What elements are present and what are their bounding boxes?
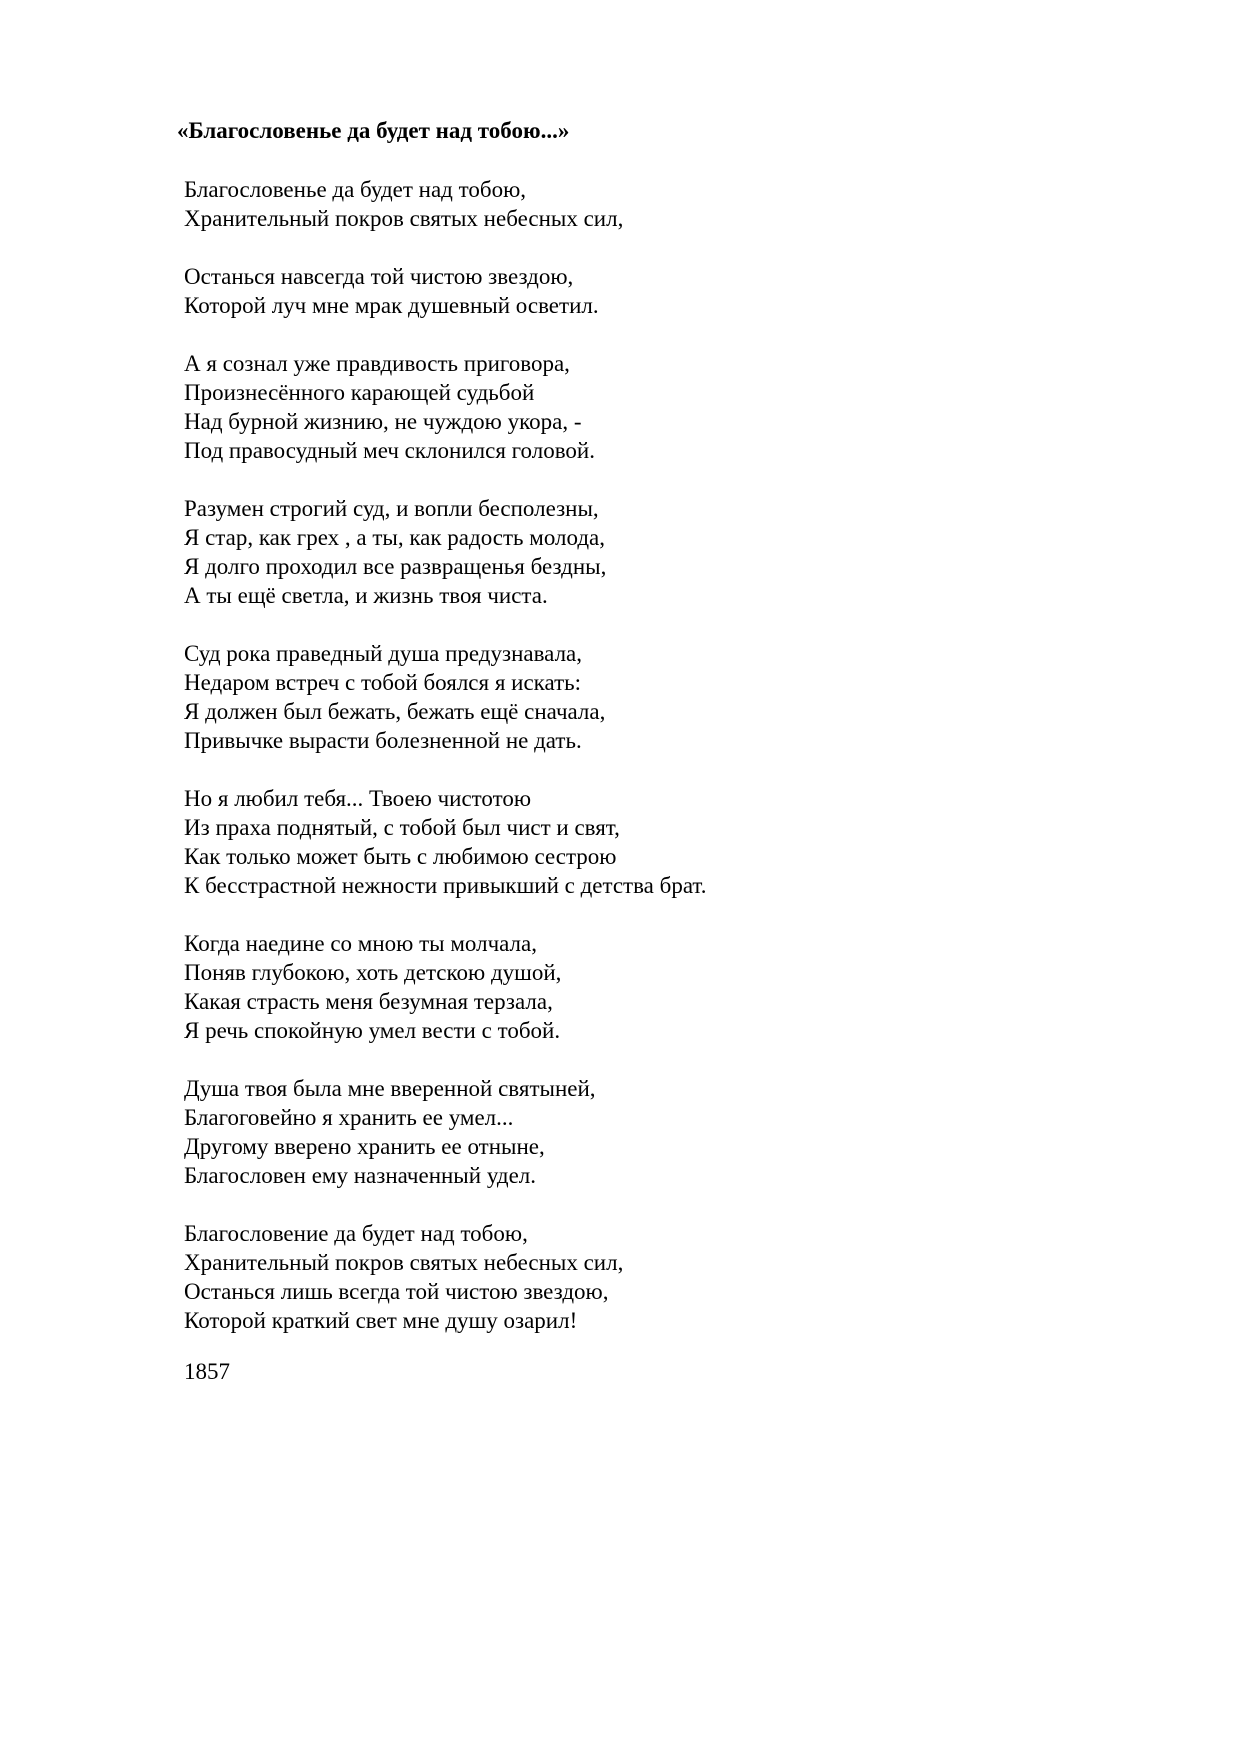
poem-line: Но я любил тебя... Твоею чистотою: [184, 786, 532, 811]
poem-line: Останься навсегда той чистою звездою,: [184, 264, 574, 289]
poem-line: Благословенье да будет над тобою,: [184, 177, 527, 202]
stanza: [184, 349, 1184, 465]
poem-line: Хранительный покров святых небесных сил,: [184, 1250, 624, 1275]
poem-line: А я сознал уже правдивость приговора,: [184, 351, 570, 376]
poem-line: Я стар, как грех , а ты, как радость молода,: [184, 525, 606, 550]
poem-line: Благословен ему назначенный удел.: [184, 1163, 537, 1188]
poem-line: Которой луч мне мрак душевный осветил.: [184, 293, 599, 318]
poem-line: Какая страсть меня безумная терзала,: [184, 989, 553, 1014]
poem-line: Произнесённого карающей судьбой: [184, 380, 535, 405]
stanza: [184, 929, 1184, 1045]
poem-line: Как только может быть с любимою сестрою: [184, 844, 617, 869]
poem-line: К бесстрастной нежности привыкший с детства брат.: [184, 873, 707, 898]
stanza: [184, 262, 1184, 320]
poem-title: «Благословенье да будет над тобою...»: [177, 118, 570, 143]
poem-line: А ты ещё светла, и жизнь твоя чиста.: [184, 583, 548, 608]
poem-line: Разумен строгий суд, и вопли бесполезны,: [184, 496, 599, 521]
poem-line: Душа твоя была мне вверенной святыней,: [184, 1076, 596, 1101]
poem-line: Я долго проходил все развращенья бездны,: [184, 554, 607, 579]
stanza: [184, 175, 1184, 233]
poem-line: Другому вверено хранить ее отныне,: [184, 1134, 545, 1159]
poem-line: Суд рока праведный душа предузнавала,: [184, 641, 583, 666]
poem-line: Благоговейно я хранить ее умел...: [184, 1105, 514, 1130]
poem-line: Хранительный покров святых небесных сил,: [184, 206, 624, 231]
poem-year: 1857: [184, 1359, 230, 1384]
stanza: [184, 494, 1184, 610]
stanza: [184, 1219, 1184, 1335]
stanza: [184, 1074, 1184, 1190]
poem-line: Поняв глубокою, хоть детскою душой,: [184, 960, 562, 985]
poem-line: Которой краткий свет мне душу озарил!: [184, 1308, 578, 1333]
poem-line: Я речь спокойную умел вести с тобой.: [184, 1018, 561, 1043]
poem-line: Останься лишь всегда той чистою звездою,: [184, 1279, 609, 1304]
stanza: [184, 784, 1184, 900]
poem-line: Из праха поднятый, с тобой был чист и свят,: [184, 815, 620, 840]
poem-line: Привычке вырасти болезненной не дать.: [184, 728, 582, 753]
poem-line: Под правосудный меч склонился головой.: [184, 438, 595, 463]
poem-line: Когда наедине со мною ты молчала,: [184, 931, 537, 956]
poem-line: Благословение да будет над тобою,: [184, 1221, 528, 1246]
poem-line: Я должен был бежать, бежать ещё сначала,: [184, 699, 606, 724]
poem-line: Недаром встреч с тобой боялся я искать:: [184, 670, 582, 695]
poem-line: Над бурной жизнию, не чуждою укора, -: [184, 409, 582, 434]
stanza: [184, 639, 1184, 755]
poem-body: [184, 175, 1184, 1364]
